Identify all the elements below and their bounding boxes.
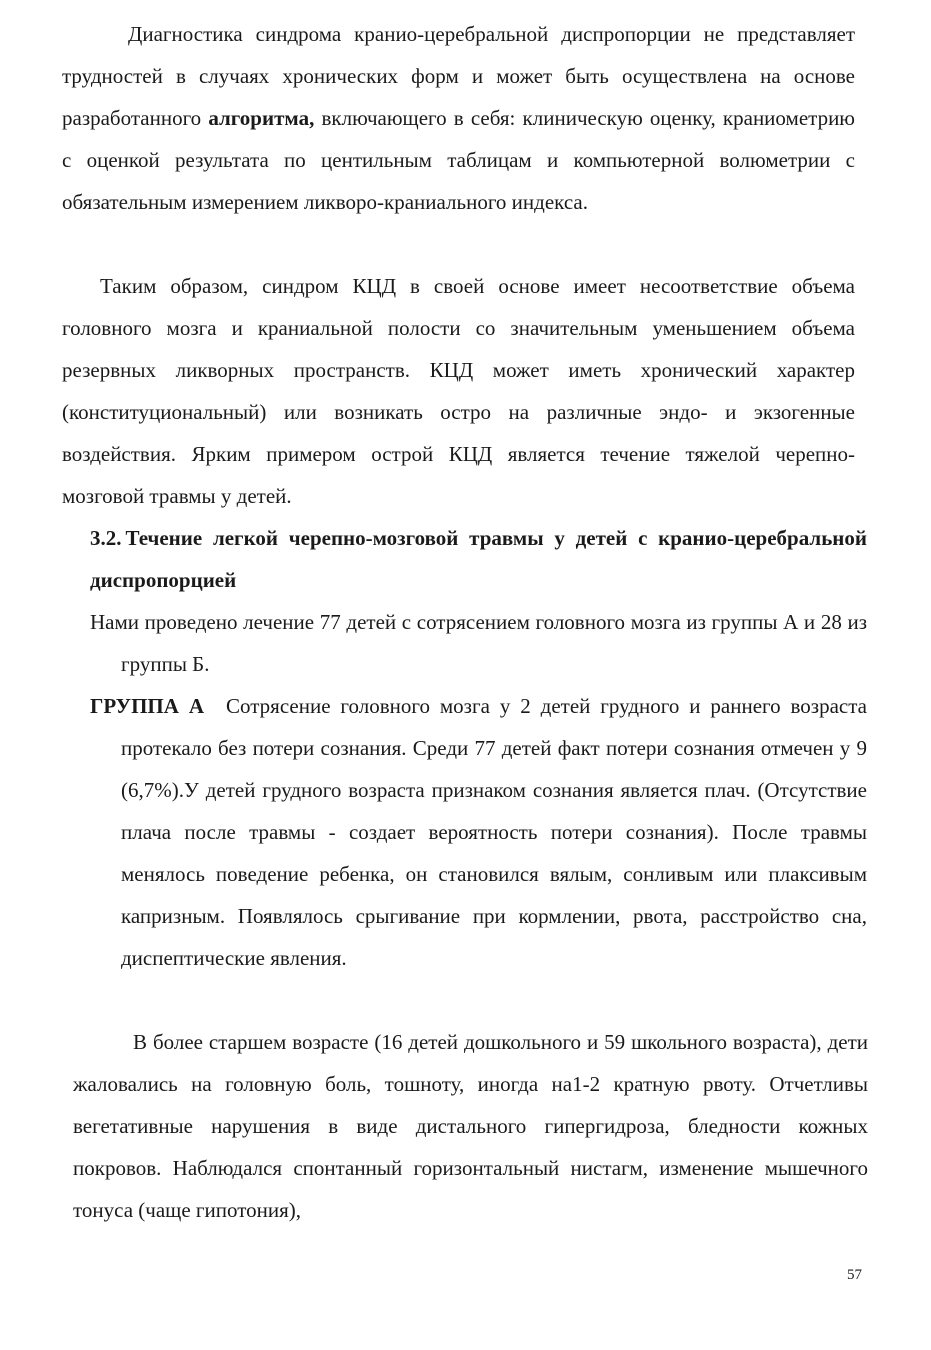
section-heading [59,517,867,601]
page-number: 57 [847,1267,862,1283]
paragraph-diagnostics-text-2: включающего в себя: клиническую оценку, краниометрию с оценкой результата по центильным таблицам и компьютерной волюметрии с обязательным измерением ликворо-краниального индекса. [62,106,855,214]
paragraph-diagnostics-bold: алгоритма, [208,106,315,130]
paragraph-treatment-count: Нами проведено лечение 77 детей с сотрясением головного мозга из группы А и 28 из группы Б. [90,610,867,676]
paragraph-diagnostics-text-1: Диагностика синдрома кранио-церебральной диспропорции не представляет трудностей в случаях хронических форм и может быть осуществлена на основе разработанного [62,22,855,130]
group-a-text: Сотрясение головного мозга у 2 детей грудного и раннего возраста протекало без потери сознания. Среди 77 детей факт потери сознания отмечен у 9 (6,7%).У детей грудного возраста признаком сознания является плач. (Отсутствие плача после травмы - создает вероятность потери сознания). После травмы менялось поведение ребенка, он становился вялым, сонливым или плаксивым капризным. Появлялось срыгивание при кормлении, рвота, расстройство сна, диспептические явления. [121,694,867,970]
group-a-label: ГРУППА А [90,694,204,718]
paragraph-diagnostics [62,13,855,223]
paragraph-older-age: В более старшем возрасте (16 детей дошкольного и 59 школьного возраста), дети жаловались на головную боль, тошноту, иногда на1-2 кратную рвоту. Отчетливы вегетативные нарушения в виде дистального гипергидроза, бледности кожных покровов. Наблюдался спонтанный горизонтальный нистагм, изменение мышечного тонуса (чаще гипотония), [73,1030,868,1222]
section-title: Течение легкой черепно-мозговой травмы у детей с кранио-церебральной диспропорцией [90,526,867,592]
section-number: 3.2. [90,526,122,550]
paragraph-group-a [90,685,867,979]
paragraph-kcd-summary: Таким образом, синдром КЦД в своей основе имеет несоответствие объема головного мозга и краниальной полости со значительным уменьшением объема резервных ликворных пространств. КЦД может иметь хронический характер (конституциональный) или возникать остро на различные эндо- и экзогенные воздействия. Ярким примером острой КЦД является течение тяжелой черепно-мозговой травмы у детей. [62,274,855,508]
